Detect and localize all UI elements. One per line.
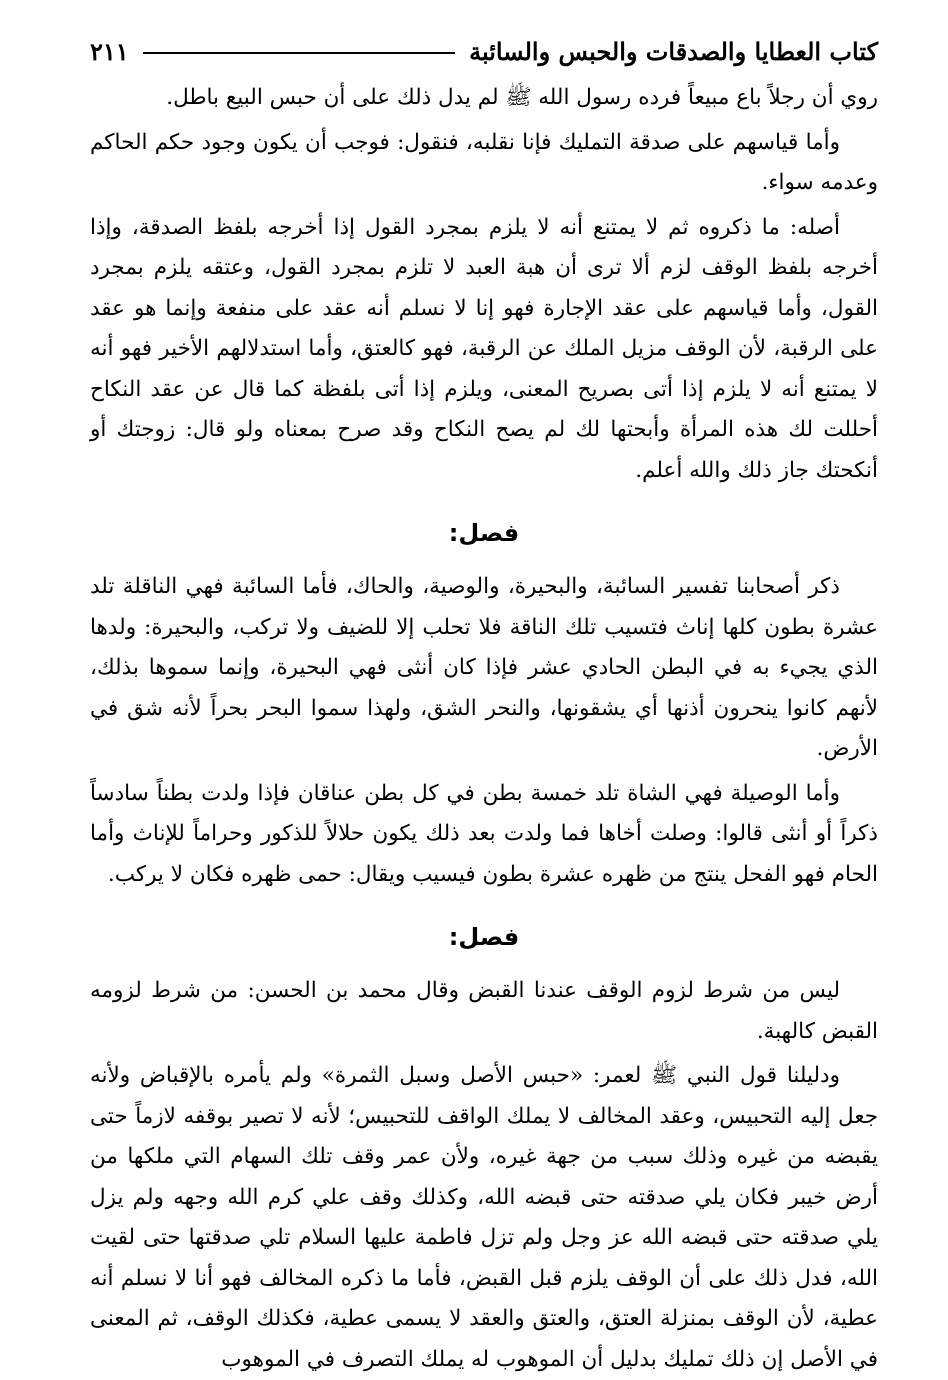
- paragraph: ودليلنا قول النبي ﷺ لعمر: «حبس الأصل وسبل الثمرة» ولم يأمره بالإقباض ولأنه جعل إليه التحبيس، وعقد المخالف لا يملك الواقف للتحبيس؛ لأنه لا تصير بوقفه لازماً حتى يقبضه من غيره وذلك سبب من جهة غيره، ولأن عمر وقف تلك السهام التي ملكها من أرض خيبر فكان يلي صدقته حتى قبضه الله، وكذلك وقف علي كرم الله وجهه ولم يزل يلي صدقته حتى قبضه الله عز وجل ولم تزل فاطمة عليها السلام تلي صدقتها حتى لقيت الله، فدل ذلك على أن الوقف يلزم قبل القبض، فأما ما ذكره المخالف فهو أنا لا نسلم أنه عطية، لأن الوقف بمنزلة العتق، والعتق والعقد لا يسمى عطية، فكذلك الوقف، ثم المعنى في الأصل إن ذلك تمليك بدليل أن الموهوب له يملك التصرف في الموهوب: [90, 1063, 878, 1372]
- paragraph: ذكر أصحابنا تفسير السائبة، والبحيرة، والوصية، والحاك، فأما السائبة فهي الناقلة تلد عشرة بطون كلها إناث فتسيب تلك الناقة فلا تحلب إلا للضيف ولا تركب، والبحيرة: ولدها الذي يجيء به في البطن الحادي عشر فإذا كان أنثى فهي البحيرة، وإنما سموها بذلك، لأنهم كانوا ينحرون أذنها أي يشقونها، والنحر الشق، ولهذا سموا البحر بحراً لأنه شق في الأرض.: [90, 574, 878, 761]
- paragraph: وأما قياسهم على صدقة التمليك فإنا نقلبه، فنقول: فوجب أن يكون وجود حكم الحاكم وعدمه سواء.: [90, 129, 878, 195]
- paragraph: روي أن رجلاً باع مبيعاً فرده رسول الله ﷺ لم يدل ذلك على أن حبس البيع باطل.: [166, 85, 878, 110]
- page-number: ٢١١: [90, 36, 129, 66]
- chapter-title: كتاب العطايا والصدقات والحبس والسائبة: [469, 36, 878, 66]
- running-header: [90, 34, 878, 68]
- section-heading: فصل:: [448, 923, 520, 951]
- page-body: [90, 78, 878, 1380]
- section-heading: فصل:: [448, 519, 520, 547]
- header-rule: [143, 52, 455, 54]
- paragraph: ليس من شرط لزوم الوقف عندنا القبض وقال محمد بن الحسن: من شرط لزومه القبض كالهبة.: [90, 978, 878, 1044]
- paragraph: أصله: ما ذكروه ثم لا يمتنع أنه لا يلزم بمجرد القول إذا أخرجه بلفظ الصدقة، وإذا أخرجه بلفظ الوقف لزم ألا ترى أن هبة العبد لا تلزم بمجرد القول، وعتقه يلزم بمجرد القول، وأما قياسهم على عقد الإجارة فهو إنا لا نسلم أنه عقد على منفعة وإنما هو عقد على الرقبة، لأن الوقف مزيل الملك عن الرقبة، فهو كالعتق، وأما استدلالهم الأخير فهو أنه لا يمتنع أنه لا يلزم إذا أتى بصريح المعنى، ويلزم إذا أتى بلفظة كما قال عن عقد النكاح أحللت لك هذه المرأة وأبحتها لك لم يصح النكاح وقد صرح بمعناه ولو قال: زوجتك أو أنكحتك جاز ذلك والله أعلم.: [90, 214, 878, 483]
- paragraph: وأما الوصيلة فهي الشاة تلد خمسة بطن في كل بطن عناقان فإذا ولدت بطناً سادساً ذكراً أو أنثى قالوا: وصلت أخاها فما ولدت بعد ذلك يكون حلالاً للذكور وحراماً للإناث وأما الحام فهو الفحل ينتج من ظهره عشرة بطون فيسيب ويقال: حمى ظهره فكان لا يركب.: [90, 780, 878, 887]
